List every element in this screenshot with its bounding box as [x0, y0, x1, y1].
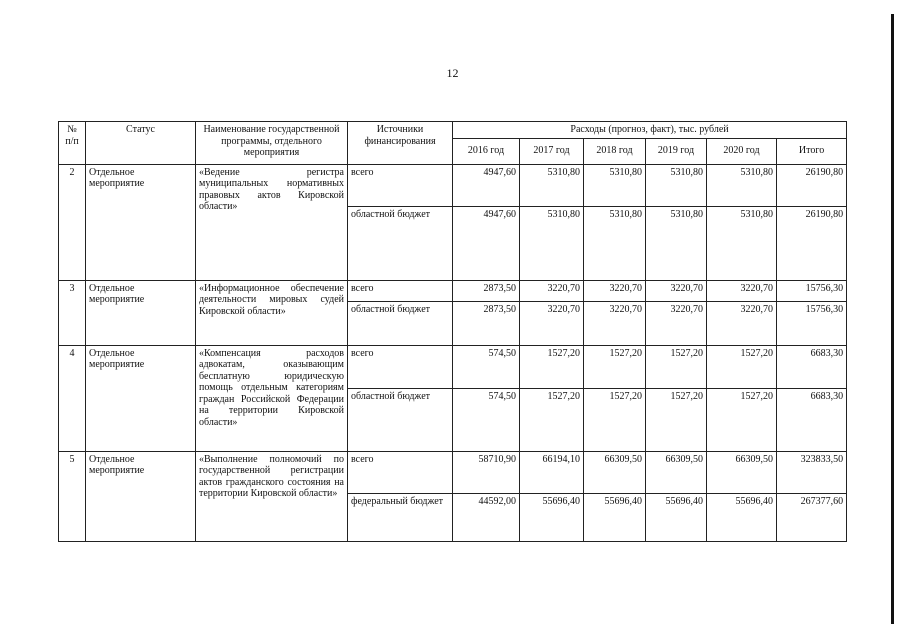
row-source: всего	[348, 451, 453, 493]
row-value: 1527,20	[707, 345, 777, 388]
row-total: 267377,60	[777, 493, 847, 541]
row-value: 5310,80	[707, 164, 777, 206]
row-source: всего	[348, 164, 453, 206]
row-number: 3	[59, 280, 86, 345]
row-value: 2873,50	[453, 301, 520, 345]
row-number: 2	[59, 164, 86, 280]
row-source: федеральный бюджет	[348, 493, 453, 541]
row-status: Отдельное мероприятие	[86, 345, 196, 451]
row-source: областной бюджет	[348, 301, 453, 345]
row-value: 5310,80	[520, 164, 584, 206]
row-source: всего	[348, 280, 453, 301]
row-total: 6683,30	[777, 388, 847, 451]
row-status: Отдельное мероприятие	[86, 164, 196, 280]
row-value: 1527,20	[520, 388, 584, 451]
row-number: 4	[59, 345, 86, 451]
row-value: 2873,50	[453, 280, 520, 301]
row-value: 4947,60	[453, 164, 520, 206]
row-value: 3220,70	[707, 280, 777, 301]
row-source: всего	[348, 345, 453, 388]
row-value: 1527,20	[520, 345, 584, 388]
header-row	[59, 122, 847, 139]
row-total: 26190,80	[777, 206, 847, 280]
header-year: 2018 год	[584, 138, 646, 164]
header-year: 2016 год	[453, 138, 520, 164]
row-value: 66309,50	[584, 451, 646, 493]
table-row	[59, 451, 847, 493]
row-name: «Компенсация расходов адвокатам, оказывающим бесплатную юридическую помощь отдельным категориям граждан Российской Федерации на территории Кировской области»	[196, 345, 348, 451]
row-source: областной бюджет	[348, 388, 453, 451]
row-value: 66309,50	[646, 451, 707, 493]
header-total: Итого	[777, 138, 847, 164]
row-total: 15756,30	[777, 301, 847, 345]
header-year: 2020 год	[707, 138, 777, 164]
budget-table	[58, 121, 847, 542]
header-name: Наименование государственной программы, отдельного мероприятия	[196, 122, 348, 165]
table-row	[59, 164, 847, 206]
row-value: 1527,20	[646, 345, 707, 388]
table-body	[59, 164, 847, 541]
row-value: 3220,70	[520, 301, 584, 345]
row-value: 55696,40	[646, 493, 707, 541]
row-value: 3220,70	[646, 301, 707, 345]
table-row	[59, 280, 847, 301]
scan-edge-line	[891, 14, 894, 624]
row-value: 4947,60	[453, 206, 520, 280]
header-year: 2017 год	[520, 138, 584, 164]
row-name: «Информационное обеспечение деятельности мировых судей Кировской области»	[196, 280, 348, 345]
row-total: 26190,80	[777, 164, 847, 206]
row-total: 6683,30	[777, 345, 847, 388]
row-value: 55696,40	[520, 493, 584, 541]
row-value: 1527,20	[707, 388, 777, 451]
header-sources: Источники финансирования	[348, 122, 453, 165]
row-value: 5310,80	[520, 206, 584, 280]
header-num: № п/п	[59, 122, 86, 165]
header-expenses: Расходы (прогноз, факт), тыс. рублей	[453, 122, 847, 139]
row-value: 58710,90	[453, 451, 520, 493]
row-number: 5	[59, 451, 86, 541]
row-value: 1527,20	[646, 388, 707, 451]
row-value: 3220,70	[520, 280, 584, 301]
row-value: 574,50	[453, 388, 520, 451]
header-status: Статус	[86, 122, 196, 165]
table-row	[59, 345, 847, 388]
row-value: 3220,70	[707, 301, 777, 345]
row-value: 66194,10	[520, 451, 584, 493]
row-value: 574,50	[453, 345, 520, 388]
row-name: «Выполнение полномочий по государственной регистрации актов гражданского состояния на территории Кировской области»	[196, 451, 348, 541]
page-number: 12	[446, 66, 459, 80]
row-value: 5310,80	[584, 206, 646, 280]
row-value: 55696,40	[584, 493, 646, 541]
header-year: 2019 год	[646, 138, 707, 164]
row-status: Отдельное мероприятие	[86, 280, 196, 345]
row-value: 5310,80	[646, 164, 707, 206]
row-value: 66309,50	[707, 451, 777, 493]
row-value: 3220,70	[584, 301, 646, 345]
row-value: 3220,70	[584, 280, 646, 301]
row-value: 44592,00	[453, 493, 520, 541]
row-value: 5310,80	[584, 164, 646, 206]
row-value: 55696,40	[707, 493, 777, 541]
row-total: 15756,30	[777, 280, 847, 301]
row-value: 1527,20	[584, 345, 646, 388]
row-total: 323833,50	[777, 451, 847, 493]
row-value: 5310,80	[707, 206, 777, 280]
row-value: 1527,20	[584, 388, 646, 451]
row-name: «Ведение регистра муниципальных нормативных правовых актов Кировской области»	[196, 164, 348, 280]
row-status: Отдельное мероприятие	[86, 451, 196, 541]
row-source: областной бюджет	[348, 206, 453, 280]
row-value: 3220,70	[646, 280, 707, 301]
row-value: 5310,80	[646, 206, 707, 280]
